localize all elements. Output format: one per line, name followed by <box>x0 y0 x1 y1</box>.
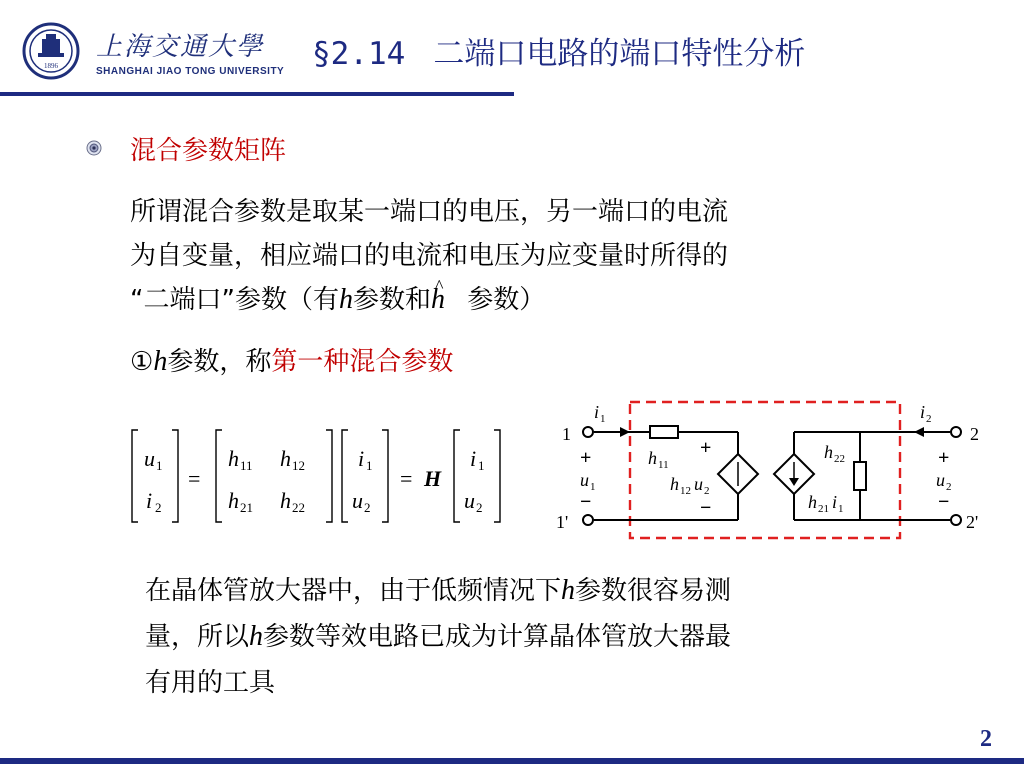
h12u2-usub: 2 <box>704 485 710 497</box>
h22-symbol: h <box>280 488 291 513</box>
h21i1-hsub: 21 <box>818 503 829 515</box>
equals-sign-2: = <box>400 466 413 491</box>
matrix-lhs-i-sub: 2 <box>155 500 162 515</box>
application-paragraph <box>145 568 731 706</box>
matrix-lhs-i: i <box>146 488 153 513</box>
rhs1-u-sub: 2 <box>364 500 371 515</box>
source-plus: + <box>700 437 712 459</box>
u2-plus: + <box>938 447 950 469</box>
h-symbol: h <box>153 346 168 377</box>
port-1p-terminal <box>583 515 593 525</box>
logo-english-name: SHANGHAI JIAO TONG UNIVERSITY <box>96 66 285 77</box>
first-hybrid-parameter-term: 第一种混合参数 <box>271 347 454 377</box>
h12u2-h: h <box>670 474 679 494</box>
bullet-icon <box>86 140 102 156</box>
h12-symbol: h <box>280 446 291 471</box>
page-number: 2 <box>980 726 992 752</box>
app-line1-b: 参数很容易测 <box>575 576 732 606</box>
h12u2-hsub: 12 <box>680 485 691 497</box>
i2-arrow <box>914 427 924 437</box>
circled-number: ① <box>130 347 154 377</box>
app-line1-a: 在晶体管放大器中，由于低频情况下 <box>145 576 562 606</box>
h-parameter-heading <box>130 340 453 384</box>
logo-chinese-name: 上海交通大學 <box>96 32 265 62</box>
rhs2-u: u <box>464 488 475 513</box>
i1-label: i <box>594 402 600 422</box>
rhs2-i: i <box>470 446 477 471</box>
title-underline <box>0 92 514 96</box>
line3-part-a: “二端口”参数（有 <box>130 285 339 315</box>
h21i1-h: h <box>808 492 817 512</box>
port-1-terminal <box>583 427 593 437</box>
h21-sub: 21 <box>240 500 253 515</box>
h-symbol: h <box>561 575 576 606</box>
H-matrix-symbol: H <box>424 466 442 491</box>
app-line2-a: 量，所以 <box>145 622 250 652</box>
h21i1-i: i <box>832 492 838 512</box>
definition-paragraph <box>130 190 728 322</box>
footer-rule <box>0 758 1024 764</box>
h12u2-u: u <box>694 474 703 494</box>
i2-label: i <box>920 402 926 422</box>
h-symbol: h <box>249 621 264 652</box>
line3-part-c: 参数） <box>458 285 546 315</box>
title-text: 二端口电路的端口特性分析 <box>433 36 806 72</box>
matrix-lhs-u-sub: 1 <box>156 458 163 473</box>
port-2p-label: 2' <box>966 512 979 532</box>
i2-sub: 2 <box>926 413 932 425</box>
port-1-label: 1 <box>562 424 571 444</box>
i1-sub: 1 <box>600 413 606 425</box>
application-line-1 <box>145 568 731 614</box>
h11-symbol: h <box>228 446 239 471</box>
h21i1-isub: 1 <box>838 503 844 515</box>
h11-resistor <box>650 426 678 438</box>
rhs1-u: u <box>352 488 363 513</box>
application-line-2 <box>145 614 731 660</box>
university-seal-icon <box>22 22 80 80</box>
h-symbol: h <box>338 284 353 315</box>
university-logo <box>22 22 285 84</box>
sub-heading: 混合参数矩阵 <box>130 136 287 166</box>
application-line-3: 有用的工具 <box>145 668 276 698</box>
h-parameter-label: 参数，称 <box>167 347 272 377</box>
port-2-terminal <box>951 427 961 437</box>
h11-label: h <box>648 448 657 468</box>
h22-sub: 22 <box>834 453 845 465</box>
h11-sub: 11 <box>240 458 253 473</box>
h-matrix-equation <box>130 426 520 526</box>
equals-sign-1: = <box>188 466 201 491</box>
port-1p-label: 1' <box>556 512 569 532</box>
definition-line-2: 为自变量，相应端口的电流和电压为应变量时所得的 <box>130 241 729 271</box>
slide-title <box>312 28 805 73</box>
h22-sub: 22 <box>292 500 305 515</box>
u1-sub: 1 <box>590 481 596 493</box>
matrix-lhs-u: u <box>144 446 155 471</box>
u2-sub: 2 <box>946 481 952 493</box>
definition-line-3 <box>130 278 728 322</box>
h21-symbol: h <box>228 488 239 513</box>
rhs2-i-sub: 1 <box>478 458 485 473</box>
definition-line-1: 所谓混合参数是取某一端口的电压，另一端口的电流 <box>130 197 729 227</box>
u2-minus: − <box>938 491 950 513</box>
h22-resistor <box>854 462 866 490</box>
h-hat-symbol: ^ h <box>431 278 445 322</box>
u1-plus: + <box>580 447 592 469</box>
u1-minus: − <box>580 491 592 513</box>
title-section-number: §2.14 <box>312 36 406 72</box>
rhs1-i-sub: 1 <box>366 458 373 473</box>
port-2-label: 2 <box>970 424 979 444</box>
i1-arrow <box>620 427 630 437</box>
rhs2-u-sub: 2 <box>476 500 483 515</box>
port-2p-terminal <box>951 515 961 525</box>
h11-sub: 11 <box>658 459 669 471</box>
source-minus: − <box>700 497 712 519</box>
u1-label: u <box>580 470 589 490</box>
line3-part-b: 参数和 <box>352 285 431 315</box>
u2-label: u <box>936 470 945 490</box>
h12-sub: 12 <box>292 458 305 473</box>
h22-label: h <box>824 442 833 462</box>
seal-year: 1896 <box>44 62 58 70</box>
app-line2-b: 参数等效电路已成为计算晶体管放大器最 <box>263 622 732 652</box>
rhs1-i: i <box>358 446 365 471</box>
h-parameter-equivalent-circuit <box>552 396 1002 546</box>
